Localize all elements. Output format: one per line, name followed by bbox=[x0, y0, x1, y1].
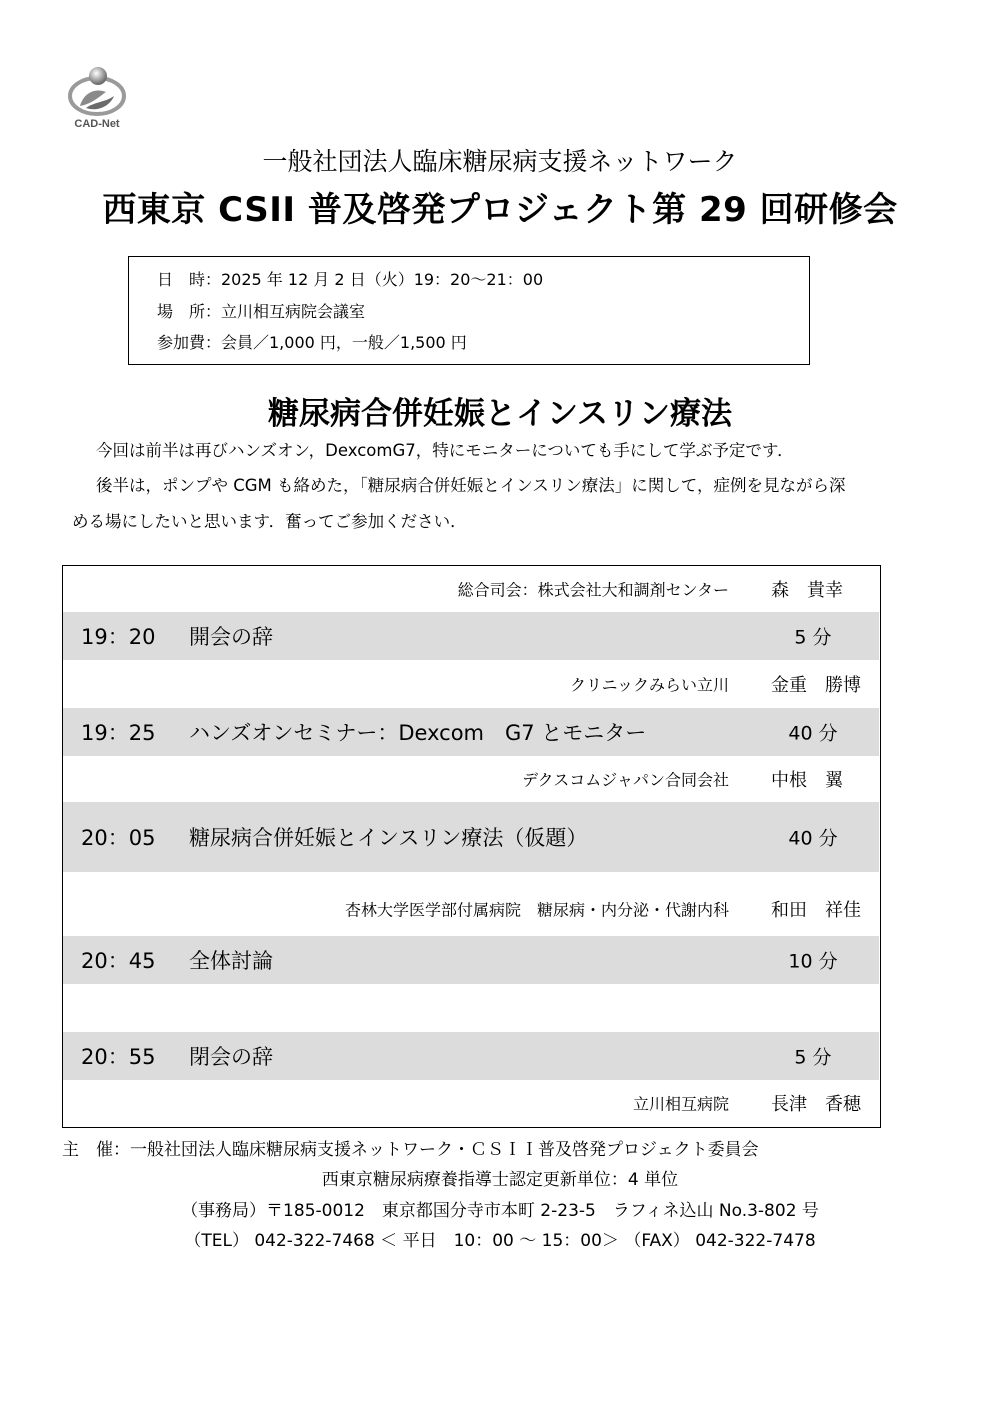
event-title: 西東京 CSII 普及啓発プロジェクト第 29 回研修会 bbox=[102, 190, 898, 230]
credit-line: 西東京糖尿病療養指導士認定更新単位：4 単位 bbox=[321, 1170, 679, 1190]
speaker-affiliation: クリニックみらい立川 bbox=[569, 675, 729, 695]
organization-name: 一般社団法人臨床糖尿病支援ネットワーク bbox=[262, 147, 738, 176]
description-line-2: 後半は，ポンプや CGM も絡めた，「糖尿病合併妊娠とインスリン療法」に関して，症例を見ながら深 bbox=[96, 476, 846, 495]
cad-net-leaf-icon bbox=[66, 62, 128, 120]
session-duration: 40 分 bbox=[788, 827, 838, 850]
moderator-row bbox=[63, 566, 879, 612]
event-info-box bbox=[128, 256, 810, 365]
session-time: 20：55 bbox=[81, 1045, 156, 1069]
session-title: 開会の辞 bbox=[189, 625, 273, 649]
office-address: （事務局）〒185-0012 東京都国分寺市本町 2-23-5 ラフィネ込山 No.3-802 号 bbox=[181, 1201, 819, 1221]
session-duration: 5 分 bbox=[794, 626, 832, 649]
program-table bbox=[62, 565, 881, 1128]
event-date: 日 時：2025 年 12 月 2 日（火）19：20～21：00 bbox=[157, 270, 544, 289]
speaker-affiliation: デクスコムジャパン合同会社 bbox=[522, 770, 729, 790]
session-row bbox=[63, 802, 879, 872]
speaker-row bbox=[63, 660, 879, 708]
session-duration: 40 分 bbox=[788, 722, 838, 745]
blank-row bbox=[63, 984, 879, 1032]
session-time: 20：45 bbox=[81, 949, 156, 973]
speaker-row bbox=[63, 872, 879, 936]
session-time: 19：20 bbox=[81, 625, 156, 649]
logo-text: CAD-Net bbox=[74, 118, 120, 130]
event-place: 場 所：立川相互病院会議室 bbox=[157, 302, 366, 321]
speaker-affiliation: 杏林大学医学部付属病院 糖尿病・内分泌・代謝内科 bbox=[344, 900, 729, 920]
session-row bbox=[63, 612, 879, 660]
session-duration: 5 分 bbox=[794, 1046, 832, 1069]
sponsor-line: 主 催：一般社団法人臨床糖尿病支援ネットワーク・ＣＳＩＩ普及啓発プロジェクト委員会 bbox=[62, 1140, 759, 1160]
session-title: 全体討論 bbox=[189, 949, 273, 973]
session-time: 19：25 bbox=[81, 721, 156, 745]
session-time: 20：05 bbox=[81, 826, 156, 850]
session-title: ハンズオンセミナー：Dexcom G7 とモニター bbox=[189, 721, 647, 745]
speaker-name: 森 貴幸 bbox=[771, 580, 843, 601]
session-title: 糖尿病合併妊娠とインスリン療法（仮題） bbox=[189, 826, 588, 850]
session-duration: 10 分 bbox=[788, 950, 838, 973]
session-row bbox=[63, 708, 879, 756]
speaker-name: 和田 祥佳 bbox=[771, 900, 861, 922]
speaker-affiliation: 立川相互病院 bbox=[632, 1094, 729, 1114]
event-fee: 参加費：会員／1,000 円，一般／1,500 円 bbox=[157, 333, 467, 352]
description-line-1: 今回は前半は再びハンズオン，DexcomG7，特にモニターについても手にして学ぶ予定です． bbox=[96, 441, 794, 460]
cad-net-logo bbox=[62, 62, 132, 132]
speaker-row bbox=[63, 1080, 879, 1126]
speaker-name: 長津 香穂 bbox=[771, 1094, 861, 1115]
session-row bbox=[63, 1032, 879, 1080]
seminar-theme: 糖尿病合併妊娠とインスリン療法 bbox=[267, 396, 733, 432]
description-line-3: める場にしたいと思います．奮ってご参加ください． bbox=[72, 512, 467, 531]
contact-line: （TEL） 042-322-7468 ＜ 平日 10：00 ～ 15：00＞ （FAX） 042-322-7478 bbox=[184, 1231, 816, 1251]
session-title: 閉会の辞 bbox=[189, 1045, 273, 1069]
speaker-row bbox=[63, 756, 879, 802]
speaker-name: 金重 勝博 bbox=[771, 675, 861, 696]
session-row bbox=[63, 936, 879, 984]
speaker-affiliation: 総合司会：株式会社大和調剤センター bbox=[457, 580, 729, 600]
speaker-name: 中根 翼 bbox=[771, 770, 843, 791]
